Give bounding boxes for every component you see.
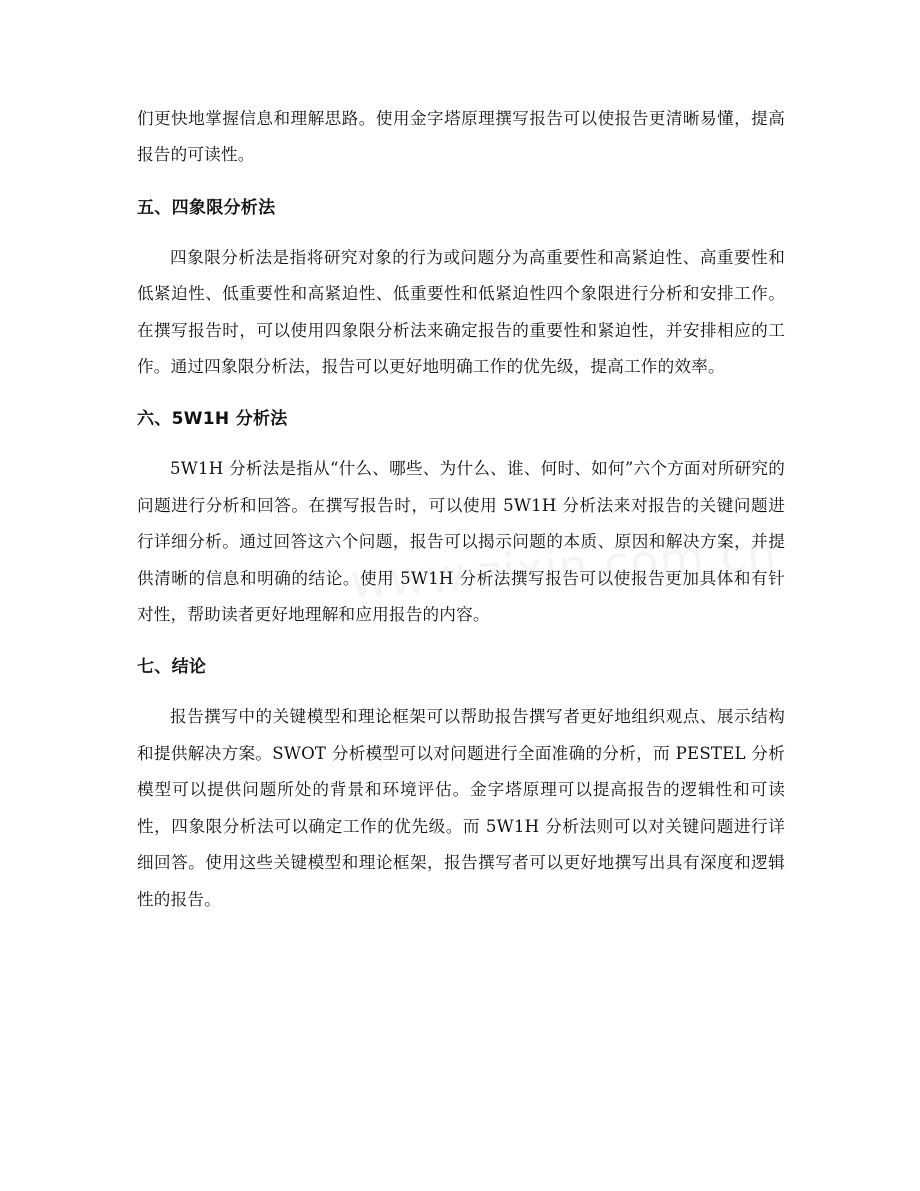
section-heading-conclusion: 七、结论 (137, 657, 207, 678)
section-heading-5w1h: 六、5W1H 分析法 (137, 409, 288, 430)
section-heading-four-quadrant: 五、四象限分析法 (137, 197, 276, 218)
section-paragraph-conclusion: 报告撰写中的关键模型和理论框架可以帮助报告撰写者更好地组织观点、展示结构和提供解决方案。SWOT 分析模型可以对问题进行全面准确的分析，而 PESTEL 分析模型可以提供问题所处的背景和环境评估。金字塔原理可以提高报告的逻辑性和可读性，四象限分析法可以确定工作的优先级。而 5W1H 分析法则可以对关键问题进行详细回答。使用这些关键模型和理论框架，报告撰写者可以更好地撰写出具有深度和逻辑性的报告。 (137, 707, 785, 909)
section-paragraph-5w1h: 5W1H 分析法是指从“什么、哪些、为什么、谁、何时、如何”六个方面对所研究的问题进行分析和回答。在撰写报告时，可以使用 5W1H 分析法来对报告的关键问题进行详细分析。通过回答这六个问题，报告可以揭示问题的本质、原因和解决方案，并提供清晰的信息和明确的结论。使用 5W1H 分析法撰写报告可以使报告更加具体和有针对性，帮助读者更好地理解和应用报告的内容。 (137, 459, 785, 625)
intro-paragraph: 们更快地掌握信息和理解思路。使用金字塔原理撰写报告可以使报告更清晰易懂，提高报告的可读性。 (137, 109, 785, 165)
section-paragraph-four-quadrant: 四象限分析法是指将研究对象的行为或问题分为高重要性和高紧迫性、高重要性和低紧迫性、低重要性和高紧迫性、低重要性和低紧迫性四个象限进行分析和安排工作。在撰写报告时，可以使用四象限分析法来确定报告的重要性和紧迫性，并安排相应的工作。通过四象限分析法，报告可以更好地明确工作的优先级，提高工作的效率。 (137, 247, 785, 377)
document-body (137, 101, 785, 918)
